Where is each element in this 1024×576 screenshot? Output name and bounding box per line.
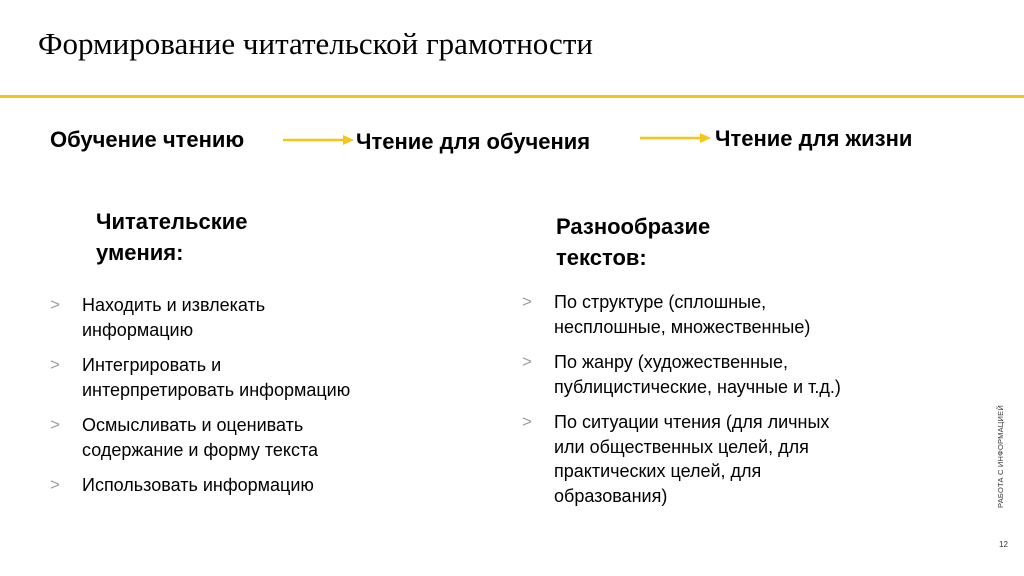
reading-skills-list: [50, 293, 470, 498]
item-line: информацию: [82, 319, 194, 340]
chevron-right-icon: >: [50, 355, 60, 374]
item-line: По структуре (сплошные,: [554, 292, 767, 312]
chevron-right-icon: >: [50, 415, 60, 434]
arrow-right-icon: [640, 131, 712, 145]
text-variety-list: [522, 290, 962, 508]
section-side-label: РАБОТА С ИНФОРМАЦИЕЙ: [996, 405, 1005, 508]
item-line: Находить и извлекать: [82, 295, 266, 315]
chevron-right-icon: >: [50, 475, 60, 494]
item-line: несплошные, множественные): [554, 316, 811, 337]
item-line: Осмысливать и оценивать: [82, 415, 304, 435]
list-item: [50, 353, 470, 402]
right-column-heading: [556, 211, 710, 273]
chevron-right-icon: >: [50, 295, 60, 314]
list-item: [522, 290, 962, 339]
title-underline: [0, 95, 1024, 98]
item-line: практических целей, для: [554, 461, 762, 481]
list-item: [50, 473, 470, 498]
heading-line: текстов:: [556, 245, 647, 270]
item-line: образования): [554, 485, 668, 506]
stage-learning-to-read: Обучение чтению: [50, 127, 245, 152]
heading-line: Разнообразие: [556, 214, 711, 239]
page-title: Формирование читательской грамотности: [38, 26, 593, 61]
list-item: [50, 413, 470, 462]
list-item: [522, 350, 962, 399]
list-item: [522, 410, 962, 508]
item-line: или общественных целей, для: [554, 436, 809, 457]
left-column-heading: [96, 206, 248, 268]
chevron-right-icon: >: [522, 352, 532, 371]
chevron-right-icon: >: [522, 412, 532, 431]
item-line: Интегрировать и: [82, 355, 222, 375]
stage-reading-for-life: Чтение для жизни: [715, 126, 913, 151]
stage-reading-to-learn: Чтение для обучения: [356, 129, 591, 154]
item-line: содержание и форму текста: [82, 439, 319, 460]
heading-line: умения:: [96, 240, 184, 265]
list-item: [50, 293, 470, 342]
page-number: 12: [999, 540, 1008, 549]
item-line: публицистические, научные и т.д.): [554, 376, 841, 397]
chevron-right-icon: >: [522, 292, 532, 311]
item-line: По жанру (художественные,: [554, 352, 788, 372]
heading-line: Читательские: [96, 209, 248, 234]
arrow-right-icon: [283, 133, 355, 147]
item-line: По ситуации чтения (для личных: [554, 412, 830, 432]
item-line: Использовать информацию: [82, 475, 314, 495]
item-line: интерпретировать информацию: [82, 379, 351, 400]
